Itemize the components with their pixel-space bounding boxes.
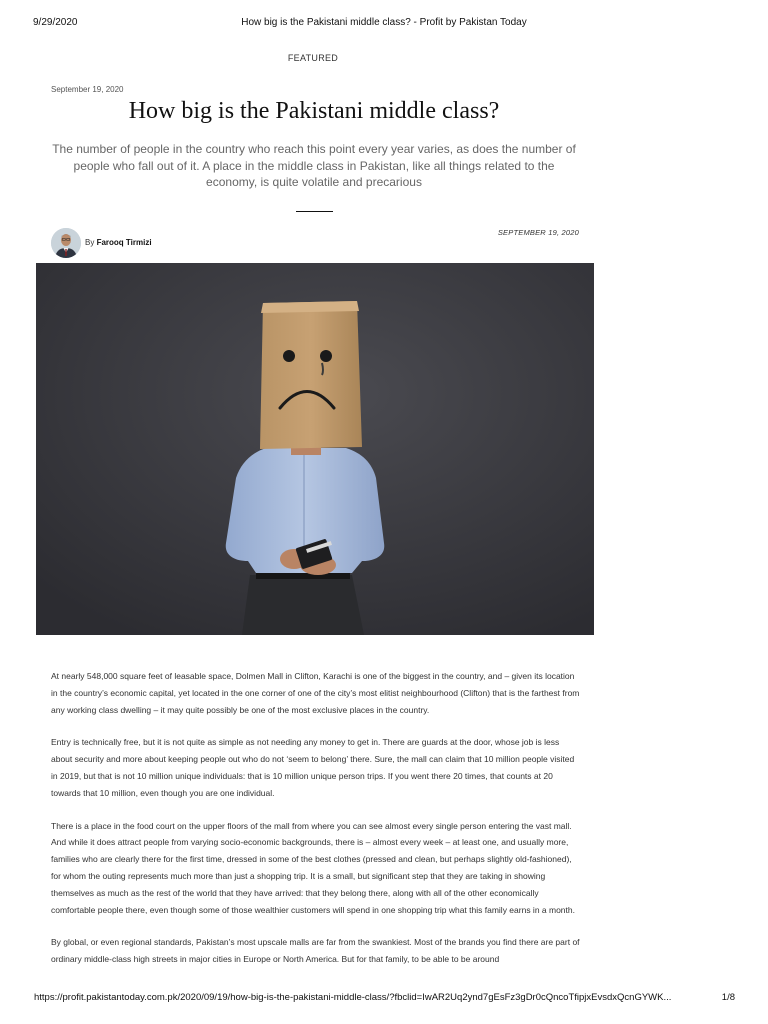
print-url[interactable]: https://profit.pakistantoday.com.pk/2020/09/19/how-big-is-the-pakistani-middle-class/?fbclid=IwAR2Uq2ynd7gEsFz3gDr0cQncoTfipjxEvsdxQcnGYWK...: [34, 992, 672, 1003]
byline-prefix: By: [85, 238, 95, 247]
print-page-title: How big is the Pakistani middle class? - Profit by Pakistan Today: [241, 17, 527, 28]
title-divider: [296, 211, 333, 212]
author-photo-icon: [51, 228, 81, 258]
article-paragraph: By global, or even regional standards, Pakistan’s most upscale malls are far from the swankiest. Most of the brands you find there are part of ordinary middle-class high streets in major cities in Europe or North America. But for that family, to be able to be around: [51, 937, 580, 965]
article-paragraph: Entry is technically free, but it is not quite as simple as not needing any money to get in. There are guards at the door, whose job is less about security and more about keeping people out who do not ‘seem to belong’ there. Sure, the mall can claim that 10 million people visited in 2019, but that is not 10 million unique individuals: that is 10 million unique person trips. If you went there 20 times, that counts at 20 towards that 10 million, even though you are one individual.: [51, 737, 575, 798]
article-body: [51, 668, 581, 984]
author-link[interactable]: Farooq Tirmizi: [96, 238, 152, 247]
article-headline: How big is the Pakistani middle class?: [128, 98, 500, 124]
author-avatar[interactable]: [51, 228, 81, 258]
print-header: [0, 17, 768, 33]
page-number: 1/8: [721, 992, 735, 1003]
paper-bag-man-illustration: [36, 263, 594, 635]
section-label[interactable]: FEATURED: [287, 53, 339, 63]
print-footer: [0, 992, 768, 1006]
print-date: 9/29/2020: [33, 17, 78, 28]
article-paragraph: At nearly 548,000 square feet of leasable space, Dolmen Mall in Clifton, Karachi is one of the biggest in the country, and – given its location in the country’s economic capital, yet located in the one corner of one of the city’s most elitist neighbourhood (Clifton) that is the farthest from any working class dwelling – it may quite possibly be one of the most exclusive places in the country.: [51, 671, 580, 715]
hero-image: [36, 263, 594, 635]
post-date: September 19, 2020: [51, 85, 124, 94]
article-date: SEPTEMBER 19, 2020: [497, 228, 579, 237]
article-paragraph: There is a place in the food court on the upper floors of the mall from where you can see almost every single person entering the vast mall. And while it does attract people from varying socio-economic backgrounds, there is – almost every week – at least one, and usually more, families who are clearly there for the first time, dressed in some of the best clothes (pressed and clean, but perhaps slightly old-fashioned), for whom the outing represents much more than just a shopping trip. It is a small, but significant step that they are taking in showing themselves as much as the rest of the world that they have arrived: that they belong there, along with all of the other economically comfortable people there, even though some of those wealthier customers will spend in one shopping trip what this family earns in a month.: [51, 820, 575, 915]
byline: [85, 238, 152, 247]
article-standfirst: The number of people in the country who reach this point every year varies, as does the number of people who fall out of it. A place in the middle class in Pakistan, like all things related to the economy, is quite volatile and precarious: [52, 142, 576, 189]
